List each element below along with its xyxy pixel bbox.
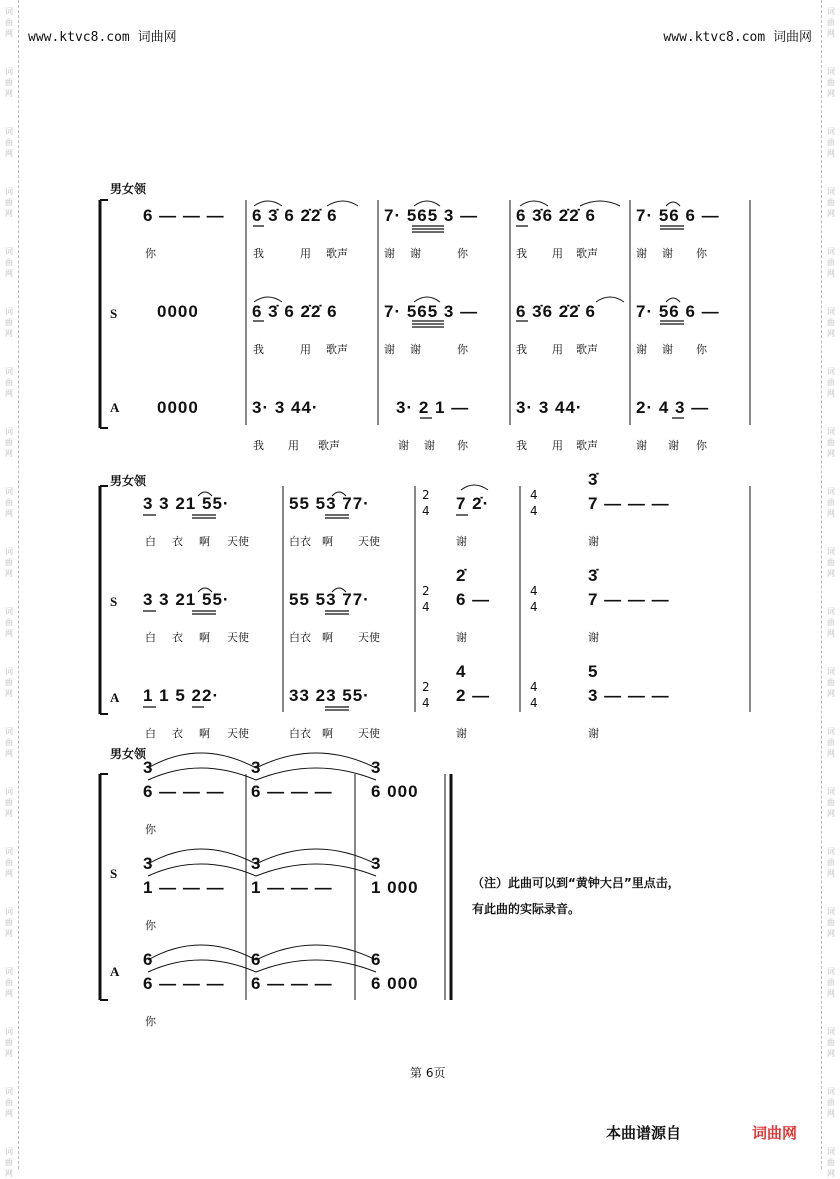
s1-r1-lyric: 用 bbox=[300, 247, 311, 260]
watermark-text: 词 曲 网 bbox=[827, 187, 835, 218]
s2-r3-upper2: 5 bbox=[588, 662, 599, 681]
watermark-text: 词 曲 网 bbox=[5, 127, 13, 158]
s2-r3-lyric: 啊 bbox=[322, 727, 333, 740]
s2-r3-time2-top: 4 bbox=[530, 680, 538, 694]
s2-r2-m3: 6 — bbox=[456, 590, 491, 609]
s2-r1-m4: 7 — — — bbox=[588, 494, 670, 513]
s1-r1-lyric: 用 bbox=[552, 247, 563, 260]
s1-r1-lyric: 谢 bbox=[384, 247, 395, 260]
s2-r2-lyric: 白衣 bbox=[289, 631, 311, 644]
s1-r3-lyric: 用 bbox=[288, 439, 299, 452]
s1-r3-lyric: 谢 bbox=[398, 439, 409, 452]
s1-r3-lyric: 歌声 bbox=[318, 439, 340, 452]
s1-r2-lyric: 谢 bbox=[410, 343, 421, 356]
s2-r2-m1: 3 3 21 55· bbox=[143, 590, 230, 609]
s2-r1-lyric: 谢 bbox=[456, 535, 467, 548]
s1-r1-m1: 6 — — — bbox=[143, 206, 225, 225]
s2-r2-m2: 55 53 77· bbox=[289, 590, 370, 609]
watermark-text: 词 曲 网 bbox=[5, 727, 13, 758]
watermark-text: 词 曲 网 bbox=[5, 907, 13, 938]
s2-r1-lyric: 天使 bbox=[358, 535, 380, 548]
s3-r2-m1: 1 — — — bbox=[143, 878, 225, 897]
footer-source-text: 本曲谱源自 bbox=[606, 1124, 682, 1142]
s1-r3-m4: 3· 3 44· bbox=[516, 398, 583, 417]
watermark-text: 词 曲 网 bbox=[827, 787, 835, 818]
s2-r2-time2-bot: 4 bbox=[530, 600, 538, 614]
s1-r1-lyric: 我 bbox=[253, 247, 264, 260]
s1-r3-lyric: 我 bbox=[253, 439, 264, 452]
s1-r3-lyric: 我 bbox=[516, 439, 527, 452]
s2-r3-m1: 1 1 5 22· bbox=[143, 686, 220, 705]
s2-r2-lyric: 啊 bbox=[199, 631, 210, 644]
s1-r2-lyric: 谢 bbox=[662, 343, 673, 356]
s3-r1-top: 3 bbox=[143, 758, 154, 777]
watermark-text: 词 曲 网 bbox=[5, 607, 13, 638]
s1-r2-lyric: 你 bbox=[696, 343, 707, 356]
s2-r2-time-top: 2 bbox=[422, 584, 430, 598]
watermark-text: 词 曲 网 bbox=[827, 7, 835, 38]
watermark-text: 词 曲 网 bbox=[5, 307, 13, 338]
s2-r2-lyric: 谢 bbox=[588, 631, 599, 644]
s3-r1-top: 3 bbox=[371, 758, 382, 777]
watermark-text: 词 曲 网 bbox=[827, 847, 835, 878]
footer-brand-link[interactable]: 词曲网 bbox=[752, 1124, 798, 1142]
s3-r1-m2: 6 — — — bbox=[251, 782, 333, 801]
s2-r3-lyric: 谢 bbox=[588, 727, 599, 740]
s1-r3-lyric: 谢 bbox=[424, 439, 435, 452]
watermark-text: 词 曲 网 bbox=[827, 727, 835, 758]
s2-r1-lyric: 白 bbox=[145, 535, 156, 548]
s2-r1-lyric: 谢 bbox=[588, 535, 599, 548]
watermark-text: 词 曲 网 bbox=[827, 1147, 835, 1178]
s1-r3-lyric: 用 bbox=[552, 439, 563, 452]
watermark-text: 词 曲 网 bbox=[5, 1147, 13, 1178]
s2-r3-lyric: 天使 bbox=[227, 727, 249, 740]
s1-r1-lyric: 谢 bbox=[410, 247, 421, 260]
watermark-text: 词 曲 网 bbox=[5, 1027, 13, 1058]
s1-r1-lyric: 谢 bbox=[636, 247, 647, 260]
page-number: 第 6页 bbox=[410, 1066, 446, 1080]
s1-r2-m5: 7· 56 6 — bbox=[636, 302, 720, 321]
s2-r3-m2: 33 23 55· bbox=[289, 686, 370, 705]
watermark-text: 词 曲 网 bbox=[5, 847, 13, 878]
s3-r2-m2: 1 — — — bbox=[251, 878, 333, 897]
s3-r2-lyric: 你 bbox=[145, 919, 156, 932]
s2-r1-upper: 3̇ bbox=[588, 470, 599, 489]
watermark-text: 词 曲 网 bbox=[827, 1087, 835, 1118]
s2-r1-lyric: 衣 bbox=[172, 535, 183, 548]
s3-r3-top: 6 bbox=[143, 950, 154, 969]
watermark-text: 词 曲 网 bbox=[827, 607, 835, 638]
s2-r1-m2: 55 53 77· bbox=[289, 494, 370, 513]
s2-r2-upper2: 3̇ bbox=[588, 566, 599, 585]
watermark-text: 词 曲 网 bbox=[5, 487, 13, 518]
s2-r2-lyric: 衣 bbox=[172, 631, 183, 644]
s2-r2-lyric: 天使 bbox=[227, 631, 249, 644]
s1-r2-lyric: 用 bbox=[552, 343, 563, 356]
s1-r2-lyric: 我 bbox=[516, 343, 527, 356]
s2-r1-time2-top: 4 bbox=[530, 488, 538, 502]
watermark-text: 词 曲 网 bbox=[5, 367, 13, 398]
watermark-text: 词 曲 网 bbox=[5, 547, 13, 578]
s1-r1-lyric: 谢 bbox=[662, 247, 673, 260]
s2-r2-time2-top: 4 bbox=[530, 584, 538, 598]
s1-r3-lyric: 谢 bbox=[636, 439, 647, 452]
system1-label: 男女领 bbox=[110, 182, 147, 196]
system2-label: 男女领 bbox=[110, 474, 147, 488]
s3-r3-m2: 6 — — — bbox=[251, 974, 333, 993]
s2-part-s: S bbox=[110, 594, 118, 609]
watermark-text: 词 曲 网 bbox=[5, 187, 13, 218]
s3-r2-m3: 1 000 bbox=[371, 878, 419, 897]
watermark-text: 词 曲 网 bbox=[827, 667, 835, 698]
s3-r3-m3: 6 000 bbox=[371, 974, 419, 993]
s1-r1-lyric: 你 bbox=[457, 247, 468, 260]
s2-r3-m4: 3 — — — bbox=[588, 686, 670, 705]
s1-r3-lyric: 你 bbox=[457, 439, 468, 452]
s1-part-s: S bbox=[110, 306, 118, 321]
s1-r1-lyric: 我 bbox=[516, 247, 527, 260]
s1-r2-lyric: 谢 bbox=[636, 343, 647, 356]
s1-r2-lyric: 谢 bbox=[384, 343, 395, 356]
s1-r3-lyric: 谢 bbox=[668, 439, 679, 452]
s2-r2-lyric: 白 bbox=[145, 631, 156, 644]
watermark-text: 词 曲 网 bbox=[5, 967, 13, 998]
s2-r3-lyric: 啊 bbox=[199, 727, 210, 740]
watermark-text: 词 曲 网 bbox=[5, 1087, 13, 1118]
s2-r2-time-bot: 4 bbox=[422, 600, 430, 614]
s1-r2-lyric: 你 bbox=[457, 343, 468, 356]
s3-r2-top: 3 bbox=[371, 854, 382, 873]
s3-r2-top: 3 bbox=[251, 854, 262, 873]
note-line1: （注）此曲可以到“黄钟大吕”里点击， bbox=[472, 876, 680, 890]
s2-r1-time-top: 2 bbox=[422, 488, 430, 502]
watermark-text: 词 曲 网 bbox=[827, 307, 835, 338]
system3-label: 男女领 bbox=[110, 747, 147, 761]
s3-r3-lyric: 你 bbox=[145, 1015, 156, 1028]
s1-r3-m3: 3· 2 1 — bbox=[396, 398, 470, 417]
s1-r1-m3: 7· 565 3 — bbox=[384, 206, 479, 225]
s2-r3-lyric: 白衣 bbox=[289, 727, 311, 740]
s1-r2-m2: 6 3̇ 6 2̇2̇ 6 bbox=[252, 302, 338, 321]
s3-part-a: A bbox=[110, 964, 120, 979]
s2-r1-m3: 7 2̇· bbox=[456, 494, 490, 513]
s3-r1-top: 3 bbox=[251, 758, 262, 777]
s2-r3-time-top: 2 bbox=[422, 680, 430, 694]
s2-r1-time-bot: 4 bbox=[422, 504, 430, 518]
s2-r2-upper1: 2̇ bbox=[456, 566, 467, 585]
s1-r1-m2: 6 3̇ 6 2̇2̇ 6 bbox=[252, 206, 338, 225]
s2-r1-time2-bot: 4 bbox=[530, 504, 538, 518]
note-line2: 有此曲的实际录音。 bbox=[472, 902, 581, 916]
s1-r1-lyric: 你 bbox=[145, 247, 156, 260]
s1-r1-m5: 7· 56 6 — bbox=[636, 206, 720, 225]
s2-r2-m4: 7 — — — bbox=[588, 590, 670, 609]
s3-r1-m1: 6 — — — bbox=[143, 782, 225, 801]
s2-r1-lyric: 天使 bbox=[227, 535, 249, 548]
s2-r3-lyric: 谢 bbox=[456, 727, 467, 740]
s2-r3-time2-bot: 4 bbox=[530, 696, 538, 710]
s1-r2-lyric: 歌声 bbox=[576, 343, 598, 356]
s2-r1-lyric: 白衣 bbox=[289, 535, 311, 548]
s3-r3-m1: 6 — — — bbox=[143, 974, 225, 993]
s2-r2-lyric: 啊 bbox=[322, 631, 333, 644]
s2-part-a: A bbox=[110, 690, 120, 705]
watermark-text: 词 曲 网 bbox=[5, 667, 13, 698]
s1-r2-lyric: 用 bbox=[300, 343, 311, 356]
s1-r3-lyric: 歌声 bbox=[576, 439, 598, 452]
s2-r3-time-bot: 4 bbox=[422, 696, 430, 710]
s3-r3-top: 6 bbox=[371, 950, 382, 969]
s1-part-a: A bbox=[110, 400, 120, 415]
s1-r2-m1: 0000 bbox=[157, 302, 199, 321]
s1-r1-lyric: 歌声 bbox=[576, 247, 598, 260]
s1-r3-m1: 0000 bbox=[157, 398, 199, 417]
s3-part-s: S bbox=[110, 866, 118, 881]
watermark-text: 词 曲 网 bbox=[5, 787, 13, 818]
watermark-text: 词 曲 网 bbox=[5, 427, 13, 458]
s1-r3-m2: 3· 3 44· bbox=[252, 398, 319, 417]
watermark-text: 词 曲 网 bbox=[827, 427, 835, 458]
site-url-right: www.ktvc8.com 词曲网 bbox=[663, 30, 812, 45]
s2-r1-lyric: 啊 bbox=[199, 535, 210, 548]
s3-r2-top: 3 bbox=[143, 854, 154, 873]
s2-r2-lyric: 天使 bbox=[358, 631, 380, 644]
watermark-text: 词 曲 网 bbox=[5, 7, 13, 38]
s1-r3-m5: 2· 4 3 — bbox=[636, 398, 710, 417]
watermark-text: 词 曲 网 bbox=[827, 367, 835, 398]
s2-r1-lyric: 啊 bbox=[322, 535, 333, 548]
s3-r1-lyric: 你 bbox=[145, 823, 156, 836]
watermark-text: 词 曲 网 bbox=[827, 547, 835, 578]
s1-r1-lyric: 歌声 bbox=[326, 247, 348, 260]
watermark-text: 词 曲 网 bbox=[5, 247, 13, 278]
s1-r2-lyric: 我 bbox=[253, 343, 264, 356]
watermark-text: 词 曲 网 bbox=[827, 247, 835, 278]
s1-r3-lyric: 你 bbox=[696, 439, 707, 452]
site-url-left: www.ktvc8.com 词曲网 bbox=[28, 30, 177, 45]
s2-r2-lyric: 谢 bbox=[456, 631, 467, 644]
watermark-text: 词 曲 网 bbox=[5, 67, 13, 98]
s2-r3-lyric: 天使 bbox=[358, 727, 380, 740]
s2-r3-lyric: 衣 bbox=[172, 727, 183, 740]
watermark-text: 词 曲 网 bbox=[827, 967, 835, 998]
watermark-text: 词 曲 网 bbox=[827, 907, 835, 938]
s1-r2-m4: 6 3̇6 2̇2̇ 6 bbox=[516, 302, 596, 321]
s3-r3-top: 6 bbox=[251, 950, 262, 969]
watermark-text: 词 曲 网 bbox=[827, 67, 835, 98]
s1-r1-m4: 6 3̇6 2̇2̇ 6 bbox=[516, 206, 596, 225]
s1-r2-lyric: 歌声 bbox=[326, 343, 348, 356]
watermark-text: 词 曲 网 bbox=[827, 1027, 835, 1058]
s2-r3-m3: 2 — bbox=[456, 686, 491, 705]
s2-r3-upper1: 4 bbox=[456, 662, 467, 681]
s2-r3-lyric: 白 bbox=[145, 727, 156, 740]
s1-r1-lyric: 你 bbox=[696, 247, 707, 260]
s1-r2-m3: 7· 565 3 — bbox=[384, 302, 479, 321]
s2-r1-m1: 3 3 21 55· bbox=[143, 494, 230, 513]
watermark-text: 词 曲 网 bbox=[827, 127, 835, 158]
s3-r1-m3: 6 000 bbox=[371, 782, 419, 801]
watermark-text: 词 曲 网 bbox=[827, 487, 835, 518]
